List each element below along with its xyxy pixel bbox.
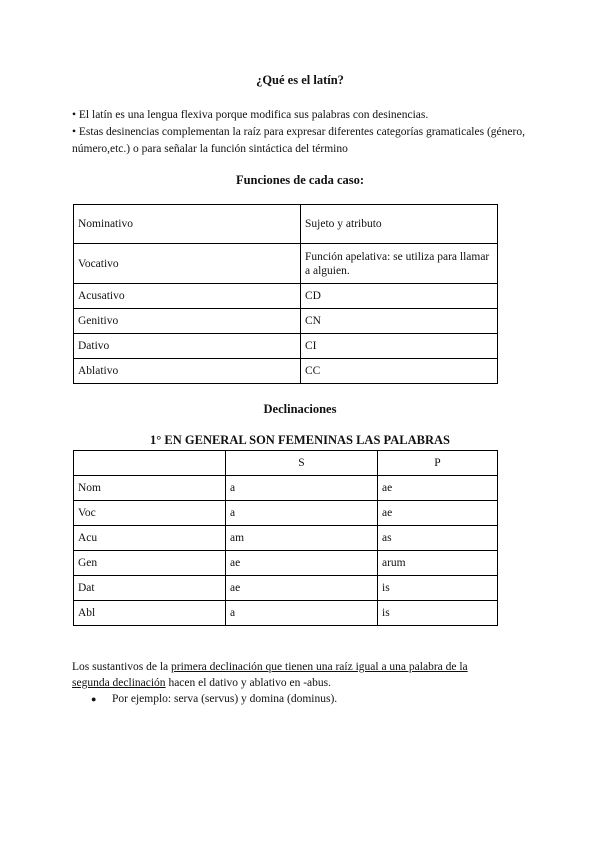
case-cell: Nom xyxy=(74,476,226,501)
example-list xyxy=(72,691,502,707)
plural-cell: ae xyxy=(378,476,498,501)
function-cell: CC xyxy=(301,359,498,384)
table-row xyxy=(74,205,498,244)
case-cell: Acu xyxy=(74,526,226,551)
case-cell: Abl xyxy=(74,601,226,626)
function-cell: CD xyxy=(301,284,498,309)
intro-section xyxy=(72,107,532,158)
list-item xyxy=(72,691,502,707)
case-cell: Gen xyxy=(74,551,226,576)
plural-cell: ae xyxy=(378,501,498,526)
underlined-text: primera declinación que tienen una raíz igual a una palabra de la segunda declinación xyxy=(72,661,468,689)
table-row xyxy=(74,526,498,551)
table-header-row xyxy=(74,451,498,476)
table-row xyxy=(74,601,498,626)
first-declension-heading: 1° EN GENERAL SON FEMENINAS LAS PALABRAS xyxy=(150,433,450,447)
case-cell: Genitivo xyxy=(74,309,301,334)
case-cell: Ablativo xyxy=(74,359,301,384)
plural-cell: as xyxy=(378,526,498,551)
functions-heading: Funciones de cada caso: xyxy=(235,173,365,187)
case-functions-table xyxy=(73,204,498,384)
closing-paragraph xyxy=(72,659,502,707)
closing-text xyxy=(72,659,502,691)
table-row xyxy=(74,576,498,601)
table-row xyxy=(74,309,498,334)
first-declension-table xyxy=(73,450,498,626)
case-cell: Dativo xyxy=(74,334,301,359)
table-row xyxy=(74,334,498,359)
header-cell xyxy=(74,451,226,476)
function-cell: Función apelativa: se utiliza para llamar a alguien. xyxy=(301,244,498,284)
closing-text-start: Los sustantivos de la xyxy=(72,661,172,673)
declensions-heading: Declinaciones xyxy=(263,402,337,416)
intro-line: • El latín es una lengua flexiva porque modifica sus palabras con desinencias. xyxy=(72,109,429,121)
table-row xyxy=(74,359,498,384)
bullet-icon: ● xyxy=(91,694,97,704)
case-cell: Vocativo xyxy=(74,244,301,284)
header-cell-singular: S xyxy=(226,451,378,476)
table-row xyxy=(74,284,498,309)
singular-cell: a xyxy=(226,501,378,526)
case-cell: Acusativo xyxy=(74,284,301,309)
plural-cell: arum xyxy=(378,551,498,576)
case-cell: Dat xyxy=(74,576,226,601)
case-cell: Voc xyxy=(74,501,226,526)
closing-text-end: hacen el dativo y ablativo en -abus. xyxy=(165,677,331,689)
table-row xyxy=(74,501,498,526)
table-row xyxy=(74,476,498,501)
singular-cell: am xyxy=(226,526,378,551)
function-cell: Sujeto y atributo xyxy=(301,205,498,244)
header-cell-plural: P xyxy=(378,451,498,476)
function-cell: CN xyxy=(301,309,498,334)
singular-cell: a xyxy=(226,476,378,501)
table-row xyxy=(74,244,498,284)
example-text: Por ejemplo: serva (servus) y domina (dominus). xyxy=(112,693,338,705)
plural-cell: is xyxy=(378,601,498,626)
singular-cell: ae xyxy=(226,576,378,601)
singular-cell: a xyxy=(226,601,378,626)
singular-cell: ae xyxy=(226,551,378,576)
intro-line: • Estas desinencias complementan la raíz para expresar diferentes categorías gramaticales (género, número,etc.) o para señalar la función sintáctica del término xyxy=(72,126,525,155)
page-title: ¿Qué es el latín? xyxy=(256,73,344,87)
table-row xyxy=(74,551,498,576)
function-cell: CI xyxy=(301,334,498,359)
plural-cell: is xyxy=(378,576,498,601)
case-cell: Nominativo xyxy=(74,205,301,244)
